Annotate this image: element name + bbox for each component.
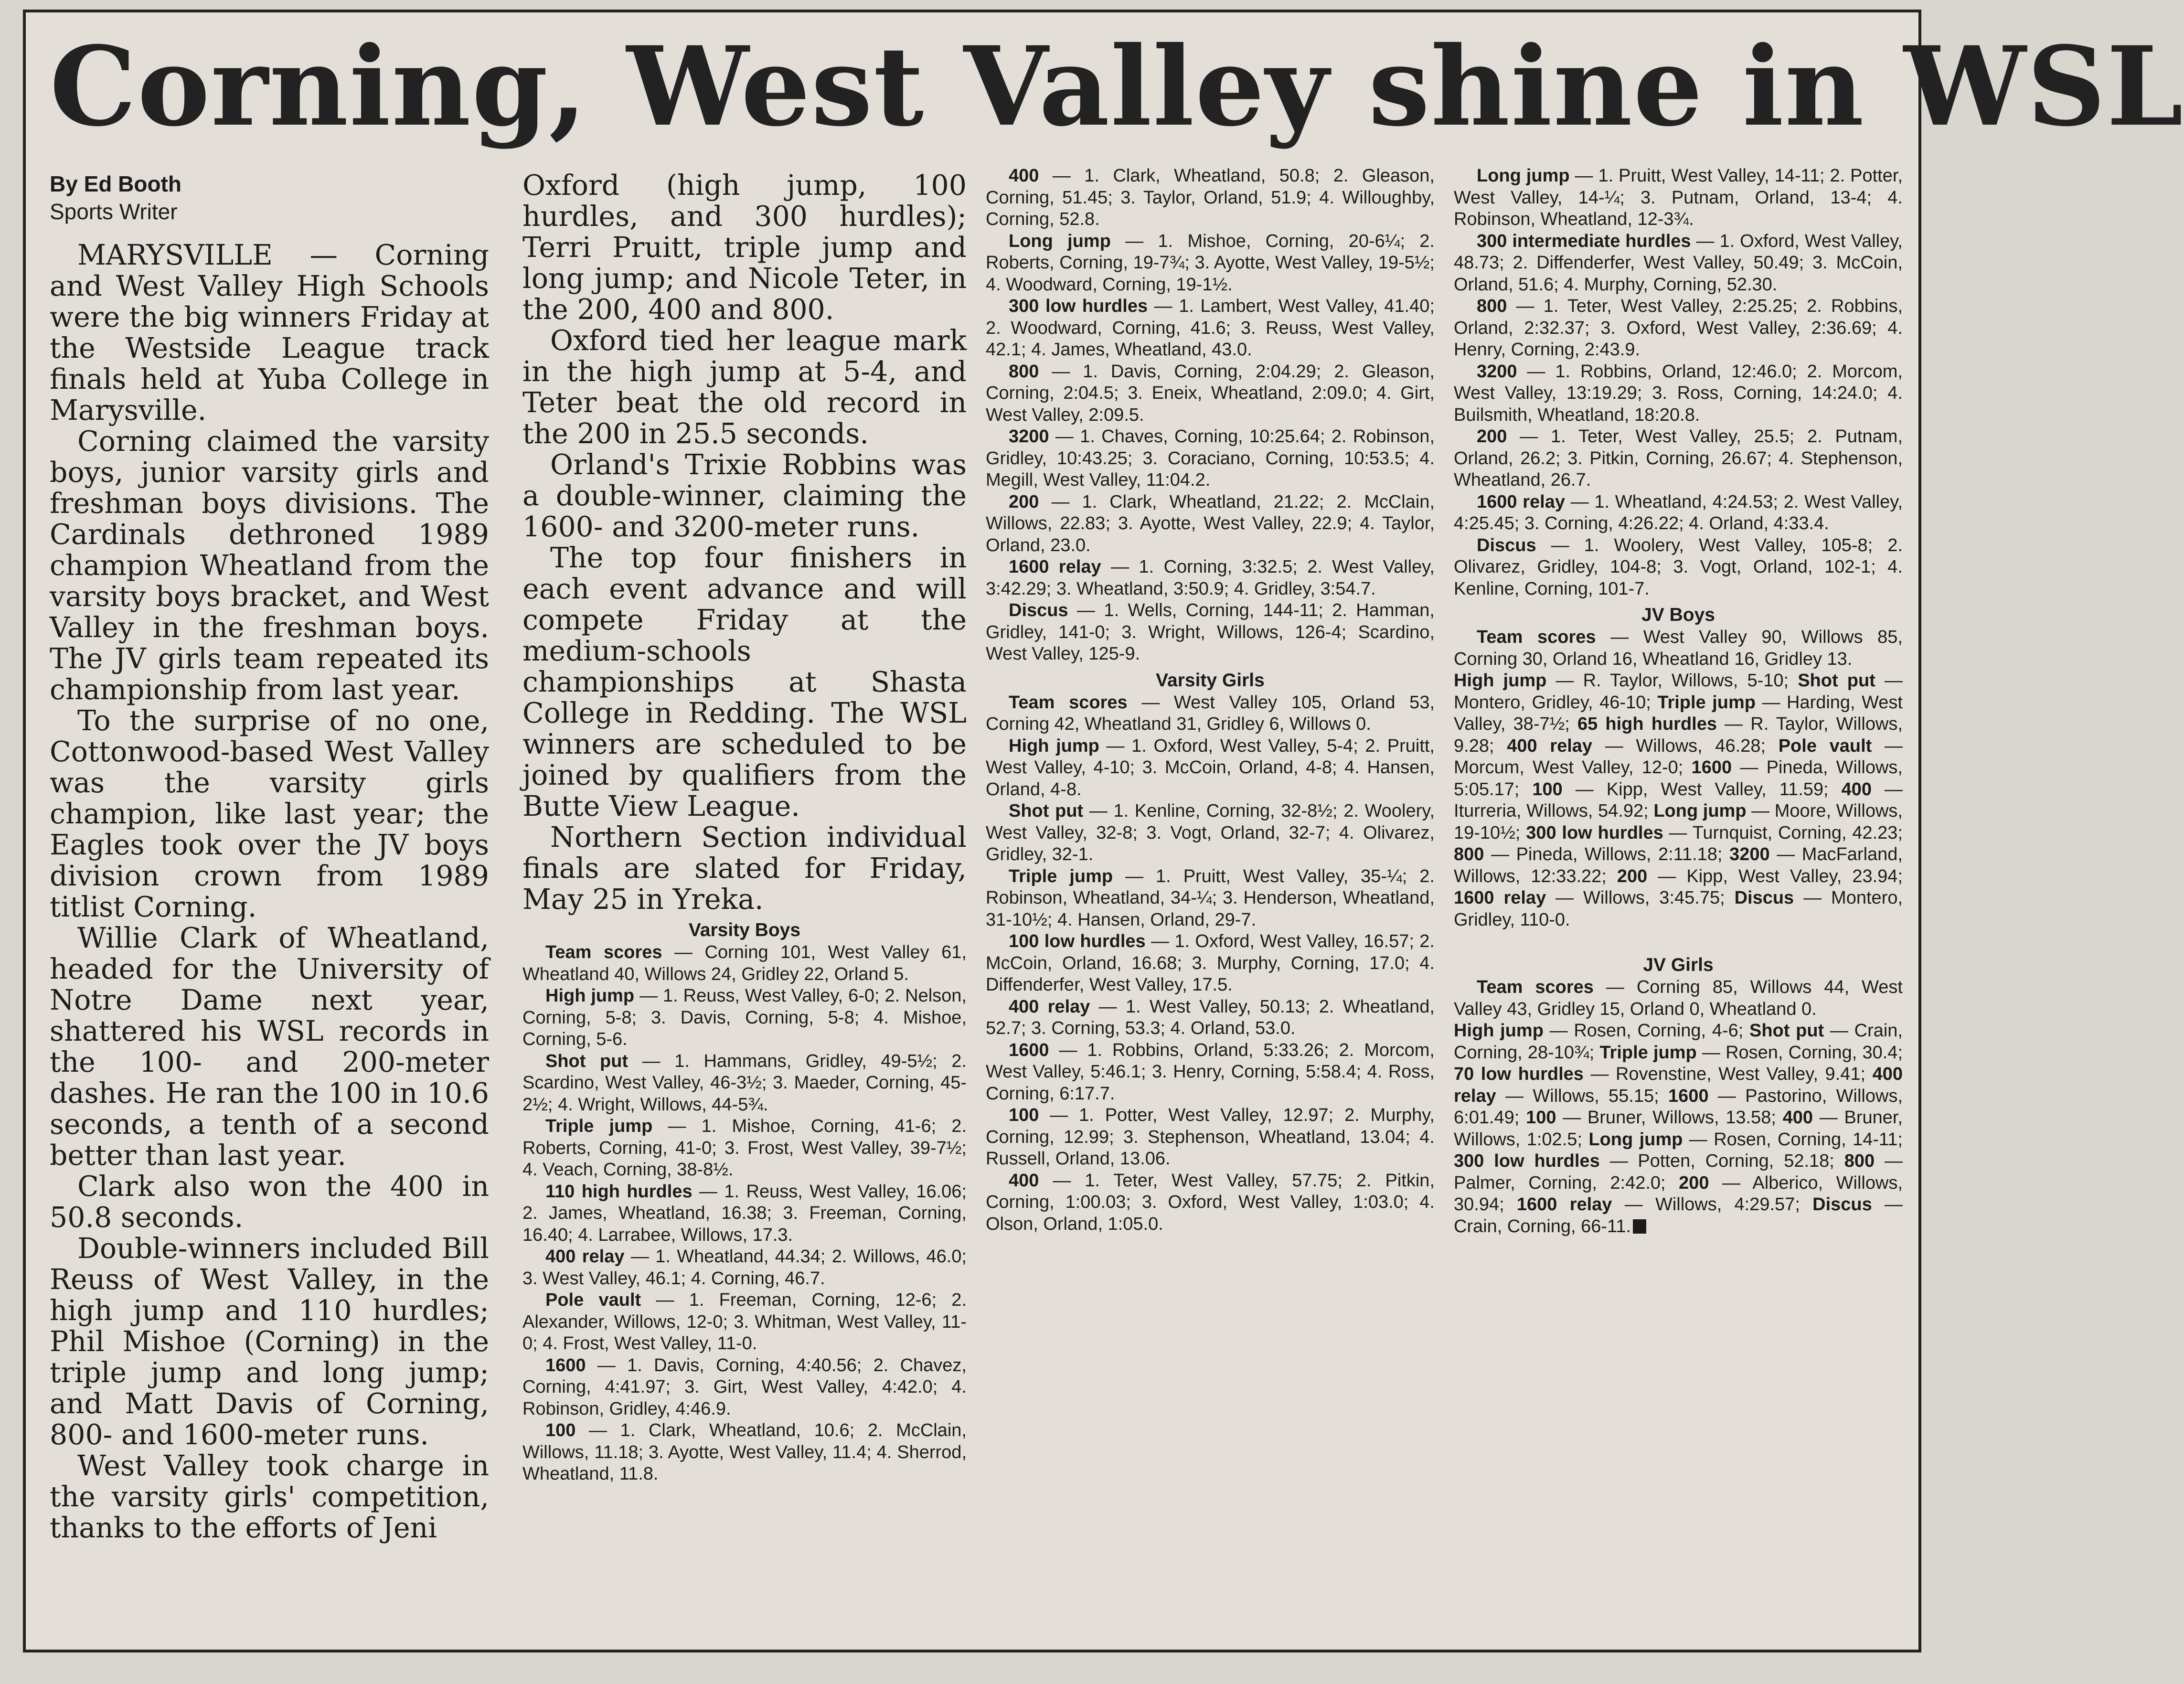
event-label: Triple jump xyxy=(545,1116,653,1136)
event-label: Shot put xyxy=(545,1051,629,1071)
event-result: — West Valley 90, Willows 85, Corning 30, Orland 16, Wheatland 16, Gridley 13. xyxy=(1454,627,1903,669)
event-label: Team scores xyxy=(1477,627,1596,647)
event-label: 300 low hurdles xyxy=(1526,822,1663,843)
event-label: Shot put xyxy=(1009,801,1084,821)
event-result: — 1. Teter, West Valley, 57.75; 2. Pitkin, Corning, 1:00.03; 3. Oxford, West Valley, 1:03.0; 4. Olson, Orland, 1:05.0. xyxy=(986,1170,1435,1234)
event-result: — 1. Chaves, Corning, 10:25.64; 2. Robinson, Gridley, 10:43.25; 3. Coraciano, Corning, 10:53.5; 4. Megill, West Valley, 11:04.2. xyxy=(986,426,1435,490)
event-label: 100 xyxy=(1532,779,1563,799)
column-4 xyxy=(1454,165,1903,1237)
event-label: 3200 xyxy=(1477,361,1517,382)
event-result: — 1. Robbins, Orland, 5:33.26; 2. Morcom, West Valley, 5:46.1; 3. Henry, Corning, 5:58.4; 4. Ross, Corning, 6:17.7. xyxy=(986,1040,1435,1104)
event-label: Shot put xyxy=(1749,1021,1824,1041)
event-label: 300 intermediate hurdles xyxy=(1477,231,1691,251)
spacer xyxy=(1454,931,1903,950)
jv-girls-team-scores xyxy=(1454,977,1903,1020)
event-result-line xyxy=(1454,361,1903,426)
event-result-line xyxy=(522,985,967,1051)
event-label: 100 low hurdles xyxy=(1009,931,1146,951)
event-label: High jump xyxy=(545,986,635,1006)
article-paragraph: Oxford tied her league mark in the high jump at 5-4, and Teter beat the old record in the 200 in 25.5 seconds. xyxy=(522,324,967,450)
event-result-line xyxy=(986,931,1435,996)
event-result: — West Valley 105, Orland 53, Corning 42, Wheatland 31, Gridley 6, Willows 0. xyxy=(986,692,1435,734)
event-result-line xyxy=(1454,231,1903,296)
event-label: 800 xyxy=(1009,361,1039,382)
event-result-line xyxy=(1454,426,1903,491)
article-paragraph: To the surprise of no one, Cottonwood-based West Valley was the varsity girls champion, like last year; the Eagles took over the JV boys division crown from 1989 titlist Corning. xyxy=(50,704,489,923)
event-result: — Pineda, Willows, 5:05.17; xyxy=(1454,757,1903,799)
article-body-1 xyxy=(50,240,489,1544)
event-result: — Potten, Corning, 52.18; xyxy=(1599,1151,1844,1171)
event-result: — Morcum, West Valley, 12-0; xyxy=(1454,735,1903,778)
event-label: 1600 relay xyxy=(1516,1194,1612,1215)
event-result: — 1. Oxford, West Valley, 48.73; 2. Diffenderfer, West Valley, 50.49; 3. McCoin, Orland, 51.6; 4. Murphy, Corning, 52.30. xyxy=(1454,231,1903,295)
event-result: — 1. Lambert, West Valley, 41.40; 2. Woodward, Corning, 41.6; 3. Reuss, West Valley, 42.1; 4. James, Wheatland, 43.0. xyxy=(986,296,1435,360)
event-result: — Rosen, Corning, 14-11; xyxy=(1683,1129,1903,1150)
event-label: Team scores xyxy=(545,942,662,962)
event-label: Triple jump xyxy=(1009,866,1113,886)
end-mark-icon xyxy=(1633,1219,1646,1234)
event-result: — 1. Teter, West Valley, 2:25.25; 2. Robbins, Orland, 2:32.37; 3. Oxford, West Valley, 2:36.69; 4. Henry, Corning, 2:43.9. xyxy=(1454,296,1903,360)
event-result: — Turnquist, Corning, 42.23; xyxy=(1663,822,1903,843)
section-heading-jv-boys: JV Boys xyxy=(1641,605,1715,625)
results-varsity-boys-part2 xyxy=(986,165,1435,665)
event-result: — Bruner, Willows, 13.58; xyxy=(1556,1108,1783,1128)
article-paragraph: Willie Clark of Wheatland, headed for the University of Notre Dame next year, shattered his WSL records in the 100- and 200-meter dashes. He ran the 100 in 10.6 seconds, a tenth of a second better than last year. xyxy=(50,922,489,1172)
event-label: Triple jump xyxy=(1599,1042,1697,1063)
event-result: — Bruner, Willows, 1:02.5; xyxy=(1454,1108,1903,1150)
event-label: 110 high hurdles xyxy=(545,1181,692,1202)
event-label: 200 xyxy=(1009,491,1039,512)
event-result-line xyxy=(522,1246,967,1290)
event-result-line xyxy=(522,1420,967,1485)
event-label: 1600 relay xyxy=(1454,888,1546,908)
event-label: 100 xyxy=(1009,1105,1039,1125)
event-result: — Crain, Corning, 28-10¾; xyxy=(1454,1021,1903,1063)
event-result: — 1. Mishoe, Corning, 41-6; 2. Roberts, Corning, 41-0; 3. Frost, West Valley, 39-7½; 4. Veach, Corning, 38-8½. xyxy=(522,1116,967,1180)
event-result: — 1. Potter, West Valley, 12.97; 2. Murphy, Corning, 12.99; 3. Stephenson, Wheatland, 13.04; 4. Russell, Orland, 13.06. xyxy=(986,1105,1435,1169)
event-label: Discus xyxy=(1477,535,1536,555)
event-result: — 1. Hammans, Gridley, 49-5½; 2. Scardino, West Valley, 46-3½; 3. Maeder, Corning, 45-2½; 4. Wright, Willows, 44-5¾. xyxy=(522,1051,967,1115)
event-result-inline xyxy=(1454,1021,1749,1041)
event-label: 400 relay xyxy=(545,1247,625,1267)
results-varsity-girls-part1 xyxy=(986,669,1435,1236)
event-result: — Willows, 55.15; xyxy=(1496,1086,1669,1106)
event-result: — Palmer, Corning, 2:42.0; xyxy=(1454,1151,1903,1193)
event-result: — Willows, 3:45.75; xyxy=(1546,888,1735,908)
event-result: — Montero, Gridley, 110-0. xyxy=(1454,888,1903,930)
event-result-line xyxy=(986,426,1435,491)
event-result: — Iturreria, Willows, 54.92; xyxy=(1454,779,1903,821)
event-result-line xyxy=(986,735,1435,801)
event-result: — 1. Woolery, West Valley, 105-8; 2. Olivarez, Gridley, 104-8; 3. Vogt, Orland, 102-1; 4. Kenline, Corning, 101-7. xyxy=(1454,535,1903,599)
event-result: — 1. Mishoe, Corning, 20-6¼; 2. Roberts, Corning, 19-7¾; 3. Ayotte, West Valley, 19-5½; 4. Woodward, Corning, 19-1½. xyxy=(986,231,1435,295)
event-label: High jump xyxy=(1009,735,1099,756)
event-result-line xyxy=(1454,296,1903,361)
event-result-inline xyxy=(1454,1151,1844,1171)
headline: Corning, West Valley shine in WSL xyxy=(50,22,2184,150)
article-paragraph: Double-winners included Bill Reuss of West Valley, in the high jump and 110 hurdles; Phil Mishoe (Corning) in the triple jump and long jump; and Matt Davis of Corning, 800- and 1600-meter runs. xyxy=(50,1232,489,1451)
event-label: 200 xyxy=(1679,1172,1709,1193)
event-label: Long jump xyxy=(1588,1129,1683,1150)
event-result-line xyxy=(986,165,1435,231)
event-result: — Willows, 46.28; xyxy=(1592,735,1779,756)
event-result: — 1. Oxford, West Valley, 5-4; 2. Pruitt, West Valley, 4-10; 3. McCoin, Orland, 4-8; 4. Hansen, Orland, 4-8. xyxy=(986,735,1435,799)
event-result: — 1. Teter, West Valley, 25.5; 2. Putnam, Orland, 26.2; 3. Pitkin, Corning, 26.67; 4. Stephenson, Wheatland, 26.7. xyxy=(1454,426,1903,490)
event-result: — 1. Clark, Wheatland, 10.6; 2. McClain, Willows, 11.18; 3. Ayotte, West Valley, 11.4; 4. Sherrod, Wheatland, 11.8. xyxy=(522,1420,967,1484)
article-paragraph: Northern Section individual finals are slated for Friday, May 25 in Yreka. xyxy=(522,821,967,916)
event-label: 400 relay xyxy=(1507,735,1593,756)
event-label: Team scores xyxy=(1009,692,1128,713)
event-result-line xyxy=(986,866,1435,931)
event-result-line xyxy=(986,231,1435,296)
jv-boys-team-scores xyxy=(1454,627,1903,670)
event-label: Shot put xyxy=(1798,671,1875,691)
event-result-inline xyxy=(1454,1064,1873,1084)
article-body-2 xyxy=(522,170,967,915)
event-result: — 1. Reuss, West Valley, 16.06; 2. James, Wheatland, 16.38; 3. Freeman, Corning, 16.40; 4. Larrabee, Willows, 17.3. xyxy=(522,1181,967,1245)
event-result-line xyxy=(986,800,1435,866)
event-result: — Alberico, Willows, 30.94; xyxy=(1454,1172,1903,1215)
event-result: — 1. Freeman, Corning, 12-6; 2. Alexander, Willows, 12-0; 3. Whitman, West Valley, 11-0; 4. Frost, West Valley, 11-0. xyxy=(522,1290,967,1354)
section-heading-varsity-boys: Varsity Boys xyxy=(688,920,801,940)
event-result-line xyxy=(986,361,1435,426)
event-result-line xyxy=(986,556,1435,600)
event-result-line xyxy=(1454,491,1903,535)
article-paragraph: West Valley took charge in the varsity girls' competition, thanks to the efforts of Jeni xyxy=(50,1450,489,1544)
event-result: — 1. Reuss, West Valley, 6-0; 2. Nelson, Corning, 5-8; 3. Davis, Corning, 5-8; 4. Mishoe, Corning, 5-6. xyxy=(522,986,967,1049)
event-result: — Rosen, Corning, 30.4; xyxy=(1696,1042,1903,1063)
event-label: Discus xyxy=(1734,888,1794,908)
event-result: — 1. Davis, Corning, 4:40.56; 2. Chavez, Corning, 4:41.97; 3. Girt, West Valley, 4:42.0; 4. Robinson, Gridley, 4:46.9. xyxy=(522,1355,967,1419)
event-result: — 1. Wheatland, 4:24.53; 2. West Valley, 4:25.45; 3. Corning, 4:26.22; 4. Orland, 4:33.4. xyxy=(1454,491,1903,533)
event-result: — 1. Robbins, Orland, 12:46.0; 2. Morcom, West Valley, 13:19.29; 3. Ross, Corning, 14:24.0; 4. Builsmith, Wheatland, 18:20.8. xyxy=(1454,361,1903,425)
event-result-line xyxy=(1454,535,1903,600)
event-label: 1600 xyxy=(1668,1086,1709,1106)
event-result: — Kipp, West Valley, 23.94; xyxy=(1647,866,1903,886)
event-label: Long jump xyxy=(1653,801,1747,821)
event-label: High jump xyxy=(1454,1021,1544,1041)
article-paragraph: Oxford (high jump, 100 hurdles, and 300 hurdles); Terri Pruitt, triple jump and long jump; and Nicole Teter, in the 200, 400 and 800. xyxy=(522,169,967,326)
event-result-inline xyxy=(1532,779,1841,799)
event-result: — 1. Pruitt, West Valley, 35-¼; 2. Robinson, Wheatland, 34-¼; 3. Henderson, Wheatland, 31-10½; 4. Hansen, Orland, 29-7. xyxy=(986,866,1435,930)
jv-boys-results xyxy=(1454,670,1903,931)
event-label: 200 xyxy=(1477,426,1507,447)
event-label: 800 xyxy=(1477,296,1507,316)
event-label: 800 xyxy=(1454,844,1484,864)
event-result-line xyxy=(986,1040,1435,1105)
event-result: — Rosen, Corning, 4-6; xyxy=(1543,1021,1749,1041)
event-label: Triple jump xyxy=(1657,692,1756,713)
event-result-line xyxy=(986,491,1435,557)
event-label: 70 low hurdles xyxy=(1454,1064,1584,1084)
event-result-inline xyxy=(1517,1194,1812,1215)
event-result: — 1. Oxford, West Valley, 16.57; 2. McCoin, Orland, 16.68; 3. Murphy, Corning, 17.0; 4. Diffenderfer, West Valley, 17.5. xyxy=(986,931,1435,995)
event-label: 300 low hurdles xyxy=(1009,296,1148,316)
event-label: 300 low hurdles xyxy=(1454,1151,1600,1171)
results-jv-girls xyxy=(1454,954,1903,1237)
event-result-inline xyxy=(1454,671,1798,691)
byline-role: Sports Writer xyxy=(50,199,178,224)
event-label: 400 relay xyxy=(1454,1064,1903,1106)
event-result: — 1. Clark, Wheatland, 21.22; 2. McClain, Willows, 22.83; 3. Ayotte, West Valley, 22.9; 4. Taylor, Orland, 23.0. xyxy=(986,491,1435,555)
event-result-inline xyxy=(1454,888,1735,908)
event-result-line xyxy=(522,1181,967,1247)
article-paragraph: MARYSVILLE — Corning and West Valley High Schools were the big winners Friday at the Westside League track finals held at Yuba College in Marysville. xyxy=(50,239,489,426)
event-result-line xyxy=(522,1290,967,1355)
event-label: Pole vault xyxy=(545,1290,641,1310)
event-result: — Pineda, Willows, 2:11.18; xyxy=(1484,844,1730,864)
event-result: — 1. Pruitt, West Valley, 14-11; 2. Potter, West Valley, 14-¼; 3. Putnam, Orland, 13-4; 4. Robinson, Wheatland, 12-3¾. xyxy=(1454,166,1903,229)
article-paragraph: Clark also won the 400 in 50.8 seconds. xyxy=(50,1170,489,1234)
event-label: 100 xyxy=(545,1420,576,1440)
event-result: — MacFarland, Willows, 12:33.22; xyxy=(1454,844,1903,886)
column-3 xyxy=(986,165,1435,1235)
jv-girls-results xyxy=(1454,1020,1903,1237)
event-result: — Corning 101, West Valley 61, Wheatland 40, Willows 24, Gridley 22, Orland 5. xyxy=(522,942,967,984)
event-label: 400 relay xyxy=(1009,996,1090,1017)
event-result: — Crain, Corning, 66-11. xyxy=(1454,1194,1903,1236)
results-varsity-girls-part2 xyxy=(1454,165,1903,600)
article-frame xyxy=(23,10,2184,1652)
results-varsity-boys-part1 xyxy=(522,919,967,1485)
event-label: 1600 relay xyxy=(1009,557,1101,577)
event-result: — R. Taylor, Willows, 9.28; xyxy=(1454,714,1903,756)
byline-author: By Ed Booth xyxy=(50,171,181,196)
event-result: — Willows, 4:29.57; xyxy=(1612,1194,1813,1215)
event-result: — 1. Wells, Corning, 144-11; 2. Hamman, Gridley, 141-0; 3. Wright, Willows, 126-4; Scardino, West Valley, 125-9. xyxy=(986,600,1435,664)
article-paragraph: Corning claimed the varsity boys, junior varsity girls and freshman boys divisions. The Cardinals dethroned 1989 champion Wheatland from the varsity boys bracket, and West Valley in the freshman boys. The JV girls team repeated its championship from last year. xyxy=(50,425,489,706)
event-result-inline xyxy=(1526,823,1903,843)
event-result-inline xyxy=(1454,844,1729,864)
event-label: 3200 xyxy=(1009,426,1049,447)
event-result: — 1. Corning, 3:32.5; 2. West Valley, 3:42.29; 3. Wheatland, 3:50.9; 4. Gridley, 3:54.7. xyxy=(986,557,1435,599)
section-heading-varsity-girls: Varsity Girls xyxy=(1156,670,1265,691)
event-result: — R. Taylor, Willows, 5-10; xyxy=(1546,671,1798,691)
event-label: Discus xyxy=(1009,600,1068,620)
event-label: 400 xyxy=(1841,779,1872,799)
event-result-inline xyxy=(1588,1130,1903,1150)
event-label: 800 xyxy=(1844,1151,1875,1171)
event-label: Pole vault xyxy=(1778,735,1872,756)
event-label: Discus xyxy=(1812,1194,1872,1215)
event-result: — 1. Davis, Corning, 2:04.29; 2. Gleason, Corning, 2:04.5; 3. Eneix, Wheatland, 2:09.0; 4. Girt, West Valley, 2:09.5. xyxy=(986,361,1435,425)
event-result-line xyxy=(522,1355,967,1420)
event-result: — Kipp, West Valley, 11.59; xyxy=(1562,779,1842,799)
event-label: Team scores xyxy=(1477,977,1594,997)
event-result-inline xyxy=(1526,1108,1783,1128)
event-result-line xyxy=(1454,165,1903,231)
event-label: High jump xyxy=(1454,671,1547,691)
event-label: 400 xyxy=(1009,166,1039,186)
event-result-line xyxy=(986,600,1435,665)
event-label: 400 xyxy=(1009,1170,1039,1191)
event-result-line xyxy=(986,1170,1435,1236)
event-label: Long jump xyxy=(1009,231,1111,251)
event-label: 3200 xyxy=(1729,844,1770,864)
event-result-inline xyxy=(1617,866,1903,886)
event-result: — 1. Kenline, Corning, 32-8½; 2. Woolery, West Valley, 32-8; 3. Vogt, Orland, 32-7; 4. Olivarez, Gridley, 32-1. xyxy=(986,801,1435,864)
event-label: 100 xyxy=(1526,1108,1556,1128)
event-result-line xyxy=(986,296,1435,361)
column-1 xyxy=(50,170,489,1544)
event-label: 1600 relay xyxy=(1477,491,1565,512)
event-label: 200 xyxy=(1617,866,1648,886)
results-jv-boys xyxy=(1454,604,1903,931)
event-result: — Montero, Gridley, 46-10; xyxy=(1454,671,1903,713)
event-result: — Pastorino, Willows, 6:01.49; xyxy=(1454,1086,1903,1128)
event-label: 1600 xyxy=(1009,1040,1049,1060)
event-result: — Harding, West Valley, 38-7½; xyxy=(1454,692,1903,734)
event-result-line xyxy=(986,1105,1435,1170)
event-result: — Corning 85, Willows 44, West Valley 43, Gridley 15, Orland 0, Wheatland 0. xyxy=(1454,977,1903,1019)
event-result-line xyxy=(522,942,967,985)
event-label: Long jump xyxy=(1477,166,1570,186)
event-result-line xyxy=(986,996,1435,1040)
event-result-inline xyxy=(1599,1043,1903,1063)
event-result: — 1. West Valley, 50.13; 2. Wheatland, 52.7; 3. Corning, 53.3; 4. Orland, 53.0. xyxy=(986,996,1435,1038)
article-paragraph: The top four finishers in each event advance and will compete Friday at the medium-schools championships at Shasta College in Redding. The WSL winners are scheduled to be joined by qualifiers from the Butte View League. xyxy=(522,542,967,822)
event-result: — 1. Wheatland, 44.34; 2. Willows, 46.0; 3. West Valley, 46.1; 4. Corning, 46.7. xyxy=(522,1247,967,1289)
event-result: — Rovenstine, West Valley, 9.41; xyxy=(1583,1064,1873,1084)
event-result-line xyxy=(522,1116,967,1181)
event-label: 1600 xyxy=(545,1355,586,1375)
event-result: — Moore, Willows, 19-10½; xyxy=(1454,801,1903,843)
column-2 xyxy=(522,170,967,1485)
event-result: — 1. Clark, Wheatland, 50.8; 2. Gleason, Corning, 51.45; 3. Taylor, Orland, 51.9; 4. Willoughby, Corning, 52.8. xyxy=(986,166,1435,229)
byline xyxy=(50,170,489,225)
event-label: 400 xyxy=(1782,1108,1813,1128)
event-result-line xyxy=(522,1051,967,1116)
event-result-inline xyxy=(1507,736,1779,756)
article-paragraph: Orland's Trixie Robbins was a double-winner, claiming the 1600- and 3200-meter runs. xyxy=(522,448,967,543)
section-heading-jv-girls: JV Girls xyxy=(1643,955,1714,975)
event-label: 65 high hurdles xyxy=(1577,714,1717,734)
event-result-line xyxy=(986,692,1435,735)
event-label: 1600 xyxy=(1691,757,1732,778)
